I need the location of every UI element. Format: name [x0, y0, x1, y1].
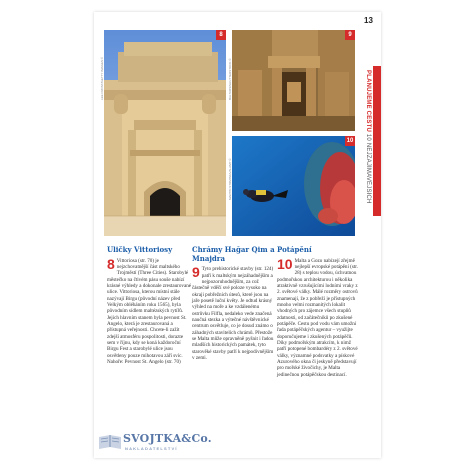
section-title-hagar-qim: Chrámy Hağar Qim a Mnajdra — [192, 245, 275, 263]
side-tab-bold: PLÁNUJEME CESTU — [365, 70, 371, 133]
section-text-diving: Malta a Gozo nabízejí zřejmě nejlepší evropské potápění (str. 28) s teplou vodou, úchvatnou podmořskou architekturou i několika atraktivně vzrušujícími lodními vraky z 2. světové války. Málé rozměry ostrovů znamenají, že z pobřeží je přístupných mnoho velmi rozmanitých lokalit vhodných pro zájemce všech stupňů zdatnosti, od začátečníků po zkušené potápěče. Cestu pod vodu vám umožní řada potápěčských agentur – využijte doporučujeme i zkušených potápěčů. Díky podmořským atrakcím, k nimž patří potopené bombardéry z 2. světové války, významné podsvatky a pískové Azurového okna či jeskyně představují pro mořské živočichy, je Malta jedinečnou potápěčskou destinací. — [277, 257, 358, 378]
photo-fort-st-angelo-gate — [104, 30, 226, 236]
section-diving — [277, 246, 361, 378]
photo-credit-9: BALTARS/SHUTTERSTOCK © — [228, 58, 232, 100]
book-icon — [97, 433, 123, 451]
publisher-subtitle: NAKLADATELSTVÍ — [125, 446, 178, 451]
section-number-9: 9 — [192, 264, 200, 281]
photo-badge-8: 8 — [216, 30, 226, 40]
section-text-hagar-qim: Tyto prehistorické stavby (str. 124) patří k maltským nejzáhadnějším a nejpozoruhodnějším, za což částečně vděčí své poloze vysoko na okraji pobřežních útesů, které jsou na jaře posetě luční květy. Je odtud krásný výhled na moře a ke vzdálenému ostrůvku Filfla, nedaleko vede značená naučná stezka a výtečné návštěvnické centrum osvětluje, co je dosud známo o záhadných stavitelích chrámů. Přestože se Malta může opravněně pyšnit i řadou mladších historických památek, tyto starověké stavby patří k nejpodivnějším v zemi. — [192, 266, 274, 361]
photo-credit-10: MARTIN STRMISKA/ALAMY © — [228, 158, 232, 200]
page-number: 13 — [364, 16, 373, 25]
publisher-logo — [97, 432, 212, 454]
section-hagar-qim — [192, 246, 276, 361]
side-tab-marker — [373, 66, 381, 216]
section-number-8: 8 — [107, 255, 115, 272]
section-number-10: 10 — [277, 255, 293, 272]
photo-diving — [232, 136, 355, 236]
section-title-vittoriosa: Uličky Vittoriosy — [107, 245, 173, 254]
publisher-name: SVOJTKA&Co. — [123, 432, 212, 445]
photo-hagar-qim-temple — [232, 30, 355, 131]
side-tab-rest: 10 NEJZAJÍMAVĚJŠÍCH — [365, 133, 371, 204]
section-text-vittoriosa: Vittoriosa (str. 70) je nejzchovatnější část maltského Trojměstí (Three Cities). Starobylé městečko na čtivém pásu souše nabízí krásné výhledy a dokonale zrestaurované ulice. Vittoriosa, kterou místní stále nazývají Birgu (původní název před Velkým obléháním roku 1565), byla původním sídlem maltézských rytířů. Jejich hlavním stanem byla pevnost St. Angelo, která je zrestaurovaná a přístupná veřejnosti. Chcete-li zažít zdejší atmosféru pospolitosti, dorazte sem v říjnu, kdy se koná každoroční Birgu Fest a starobylé ulice jsou osvětleny pouze mihotavou září svíc. Nahoře: Pevnost St. Angelo (str. 70) — [107, 257, 192, 366]
side-tab-text — [363, 70, 372, 220]
section-vittoriosa — [107, 246, 191, 365]
photo-badge-10: 10 — [346, 138, 354, 144]
section-title-diving: Potápění — [277, 245, 312, 254]
photo-badge-9: 9 — [345, 30, 355, 40]
photo-credit-8: LEE FROST/GETTY IMAGES © — [100, 57, 104, 100]
